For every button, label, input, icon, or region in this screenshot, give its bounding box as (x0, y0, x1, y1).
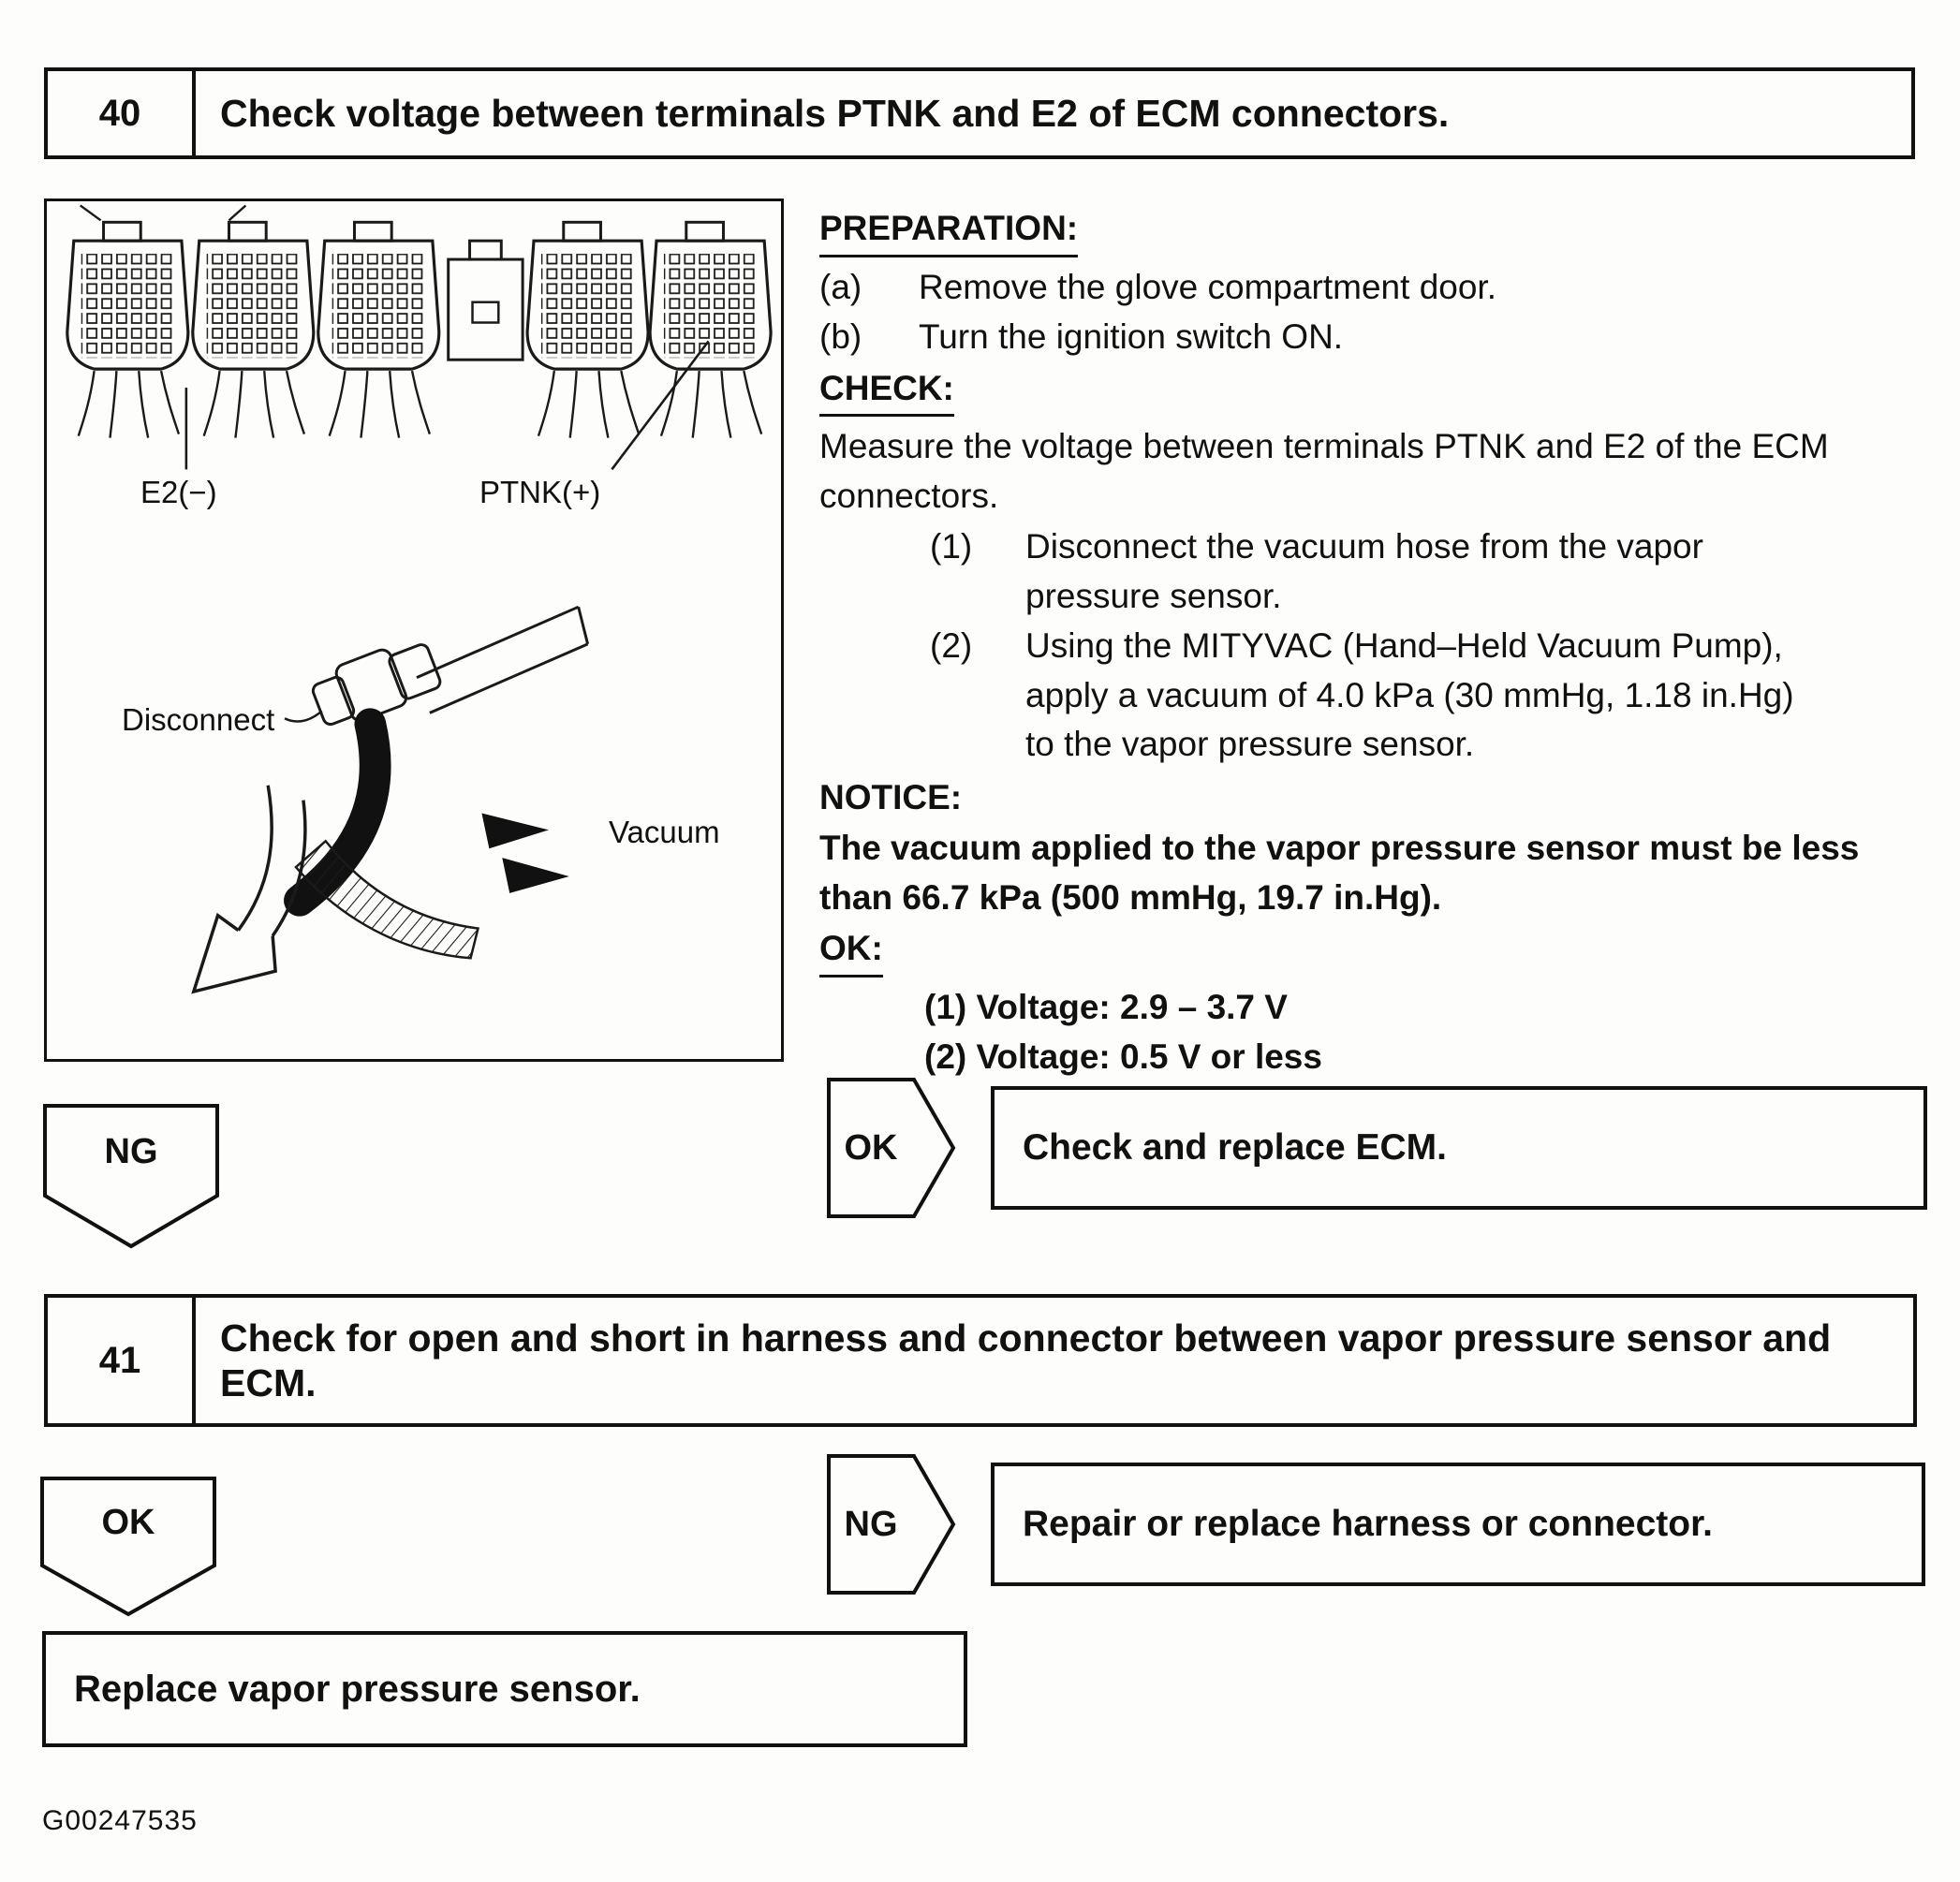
notice-text: The vacuum applied to the vapor pressure sensor must be less than 66.7 kPa (500 mmHg, 19.7 in.Hg). (819, 829, 1860, 917)
step-40-header (44, 67, 1915, 159)
check-item-1-marker: (1) (930, 527, 973, 566)
prep-item-b-marker: (b) (819, 317, 862, 357)
step-40-number: 40 (48, 71, 196, 155)
flow-40-ng-label: NG (104, 1132, 158, 1171)
check-item-1-text: Disconnect the vacuum hose from the vapor pressure sensor. (1025, 527, 1703, 615)
ecm-connector-row (67, 205, 771, 437)
flow-41-ng-result-box (991, 1463, 1925, 1586)
step-41-number: 41 (48, 1298, 196, 1423)
ok-spec-1: (1) Voltage: 2.9 – 3.7 V (924, 987, 1288, 1026)
disconnect-arrow (194, 786, 305, 992)
check-item-2-marker: (2) (930, 626, 973, 666)
check-item-2 (930, 622, 1926, 770)
prep-item-a-text: Remove the glove compartment door. (919, 267, 1496, 306)
vacuum-arrow-1 (481, 814, 548, 849)
prep-item-a-marker: (a) (819, 267, 862, 306)
flow-40-ok-connector (826, 1077, 957, 1219)
prep-item-b-text: Turn the ignition switch ON. (919, 317, 1344, 357)
flow-40-ok-label: OK (844, 1127, 898, 1168)
flow-41-ng-result-text: Repair or replace harness or connector. (1023, 1503, 1713, 1544)
notice-heading: NOTICE: (819, 777, 963, 816)
check-item-2-text: Using the MITYVAC (Hand–Held Vacuum Pump), apply a vacuum of 4.0 kPa (30 mmHg, 1.18 in.Hg) to the vapor pressure sensor. (1025, 626, 1794, 764)
flow-41-ng-label: NG (844, 1504, 898, 1544)
figure-code: G00247535 (42, 1805, 198, 1836)
final-action-box (42, 1631, 967, 1747)
prep-item-a (819, 263, 1926, 313)
step-40-title: Check voltage between terminals PTNK and E2 of ECM connectors. (220, 91, 1450, 135)
flow-41-ng-connector (826, 1453, 957, 1595)
preparation-heading: PREPARATION: (819, 204, 1078, 257)
flow-40-ok-result-box (991, 1086, 1927, 1210)
vacuum-arrow-2 (502, 858, 568, 893)
flow-40-ng-connector (42, 1103, 220, 1250)
step-41-title: Check for open and short in harness and connector between vapor pressure sensor and ECM. (220, 1316, 1832, 1404)
final-action-text: Replace vapor pressure sensor. (74, 1669, 641, 1710)
figure-label-disconnect: Disconnect (122, 702, 275, 737)
flow-40-ok-result-text: Check and replace ECM. (1023, 1126, 1447, 1168)
flow-41-ok-connector (39, 1476, 217, 1618)
check-item-1 (930, 522, 1926, 621)
ok-spec-2: (2) Voltage: 0.5 V or less (924, 1037, 1322, 1076)
figure-label-e2: E2(−) (140, 475, 217, 509)
step-41-header (44, 1294, 1917, 1427)
connector-and-hose-illustration (47, 201, 781, 1059)
procedure-text (819, 202, 1926, 1081)
vapor-pressure-sensor-fitting (285, 607, 588, 733)
check-intro: Measure the voltage between terminals PTNK and E2 of the ECM connectors. (819, 427, 1829, 515)
figure-label-vacuum: Vacuum (609, 815, 720, 849)
ok-heading: OK: (819, 924, 883, 978)
check-heading: CHECK: (819, 364, 954, 418)
flow-41-ok-label: OK (101, 1502, 155, 1542)
figure-label-ptnk: PTNK(+) (479, 475, 601, 509)
prep-item-b (819, 313, 1926, 362)
figure-ecm-connectors (44, 198, 784, 1062)
